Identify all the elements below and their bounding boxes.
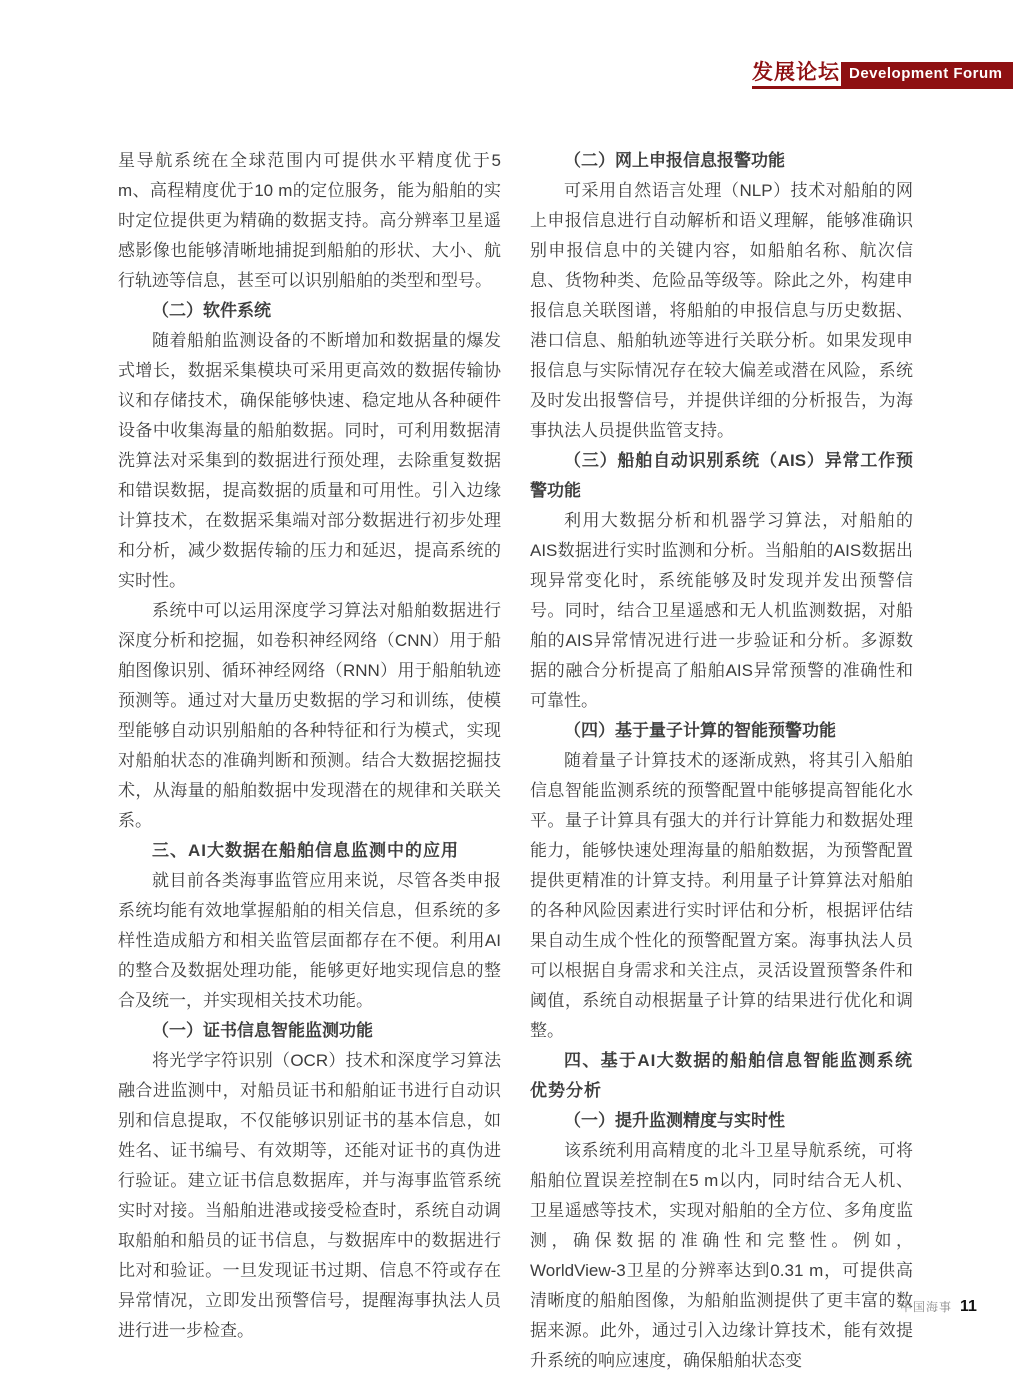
paragraph-nlp-declaration: 可采用自然语言处理（NLP）技术对船舶的网上申报信息进行自动解析和语义理解，能够准确识别申报信息中的关键内容，如船舶名称、航次信息、货物种类、危险品等级等。除此之外，构建申报信息关联图谱，将船舶的申报信息与历史数据、港口信息、船舶轨迹等进行关联分析。如果发现申报信息与实际情况存在较大偏差或潜在风险，系统及时发出报警信号，并提供详细的分析报告，为海事执法人员提供监管支持。 xyxy=(530,181,913,440)
paragraph-continuation: 星导航系统在全球范围内可提供水平精度优于5 m、高程精度优于10 m的定位服务，能为船舶的实时定位提供更为精确的数据支持。高分辨率卫星遥感影像也能够清晰地捕捉到船舶的形状、大小、航行轨迹等信息，甚至可以识别船舶的类型和型号。 xyxy=(118,151,501,290)
paragraph-quantum-computing: 随着量子计算技术的逐渐成熟，将其引入船舶信息智能监测系统的预警配置中能够提高智能化水平。量子计算具有强大的并行计算能力和数据处理能力，能够快速处理海量的船舶数据，为预警配置提供更精准的计算支持。利用量子计算算法对船舶的各种风险因素进行实时评估和分析，根据评估结果自动生成个性化的预警配置方案。海事执法人员可以根据自身需求和关注点，灵活设置预警条件和阈值，系统自动根据量子计算的结果进行优化和调整。 xyxy=(530,751,913,1040)
paragraph-ais-monitoring: 利用大数据分析和机器学习算法，对船舶的AIS数据进行实时监测和分析。当船舶的AIS数据出现异常变化时，系统能够及时发现并发出预警信号。同时，结合卫星遥感和无人机监测数据，对船舶的AIS异常情况进行进一步验证和分析。多源数据的融合分析提高了船舶AIS异常预警的准确性和可靠性。 xyxy=(530,511,913,710)
paragraph-supervision-apps: 就目前各类海事监管应用来说，尽管各类申报系统均能有效地掌握船舶的相关信息，但系统的多样性造成船方和相关监管层面都存在不便。利用AI的整合及数据处理功能，能够更好地实现信息的整合及统一，并实现相关技术功能。 xyxy=(118,871,501,1010)
subheading-certificate-monitoring: （一）证书信息智能监测功能 xyxy=(152,1021,373,1040)
paragraph-ocr-certificates: 将光学字符识别（OCR）技术和深度学习算法融合进监测中，对船员证书和船舶证书进行自动识别和信息提取，不仅能够识别证书的基本信息，如姓名、证书编号、有效期等，还能对证书的真伪进行验证。建立证书信息数据库，并与海事监管系统实时对接。当船舶进港或接受检查时，系统自动调取船舶和船员的证书信息，与数据库中的数据进行比对和验证。一旦发现证书过期、信息不符或存在异常情况，立即发出预警信号，提醒海事执法人员进行进一步检查。 xyxy=(118,1051,501,1340)
right-column xyxy=(530,146,913,1375)
page-footer xyxy=(900,1298,977,1316)
subheading-ais-anomaly-warning: （三）船舶自动识别系统（AIS）异常工作预警功能 xyxy=(530,451,913,500)
section-heading-4: 四、基于AI大数据的船舶信息智能监测系统优势分析 xyxy=(530,1051,913,1100)
page-number: 11 xyxy=(960,1298,977,1315)
subheading-software-system: （二）软件系统 xyxy=(152,301,271,320)
section-heading-3: 三、AI大数据在船舶信息监测中的应用 xyxy=(152,841,459,860)
paragraph-deep-learning: 系统中可以运用深度学习算法对船舶数据进行深度分析和挖掘，如卷积神经网络（CNN）用于船舶图像识别、循环神经网络（RNN）用于船舶轨迹预测等。通过对大量历史数据的学习和训练，使模型能够自动识别船舶的各种特征和行为模式，实现对船舶状态的准确判断和预测。结合大数据挖掘技术，从海量的船舶数据中发现潜在的规律和关联关系。 xyxy=(118,601,501,830)
subheading-quantum-warning: （四）基于量子计算的智能预警功能 xyxy=(564,721,836,740)
header-band xyxy=(752,62,1013,89)
paragraph-beidou-precision: 该系统利用高精度的北斗卫星导航系统，可将船舶位置误差控制在5 m以内，同时结合无人机、卫星遥感等技术，实现对船舶的全方位、多角度监测，确保数据的准确性和完整性。例如，WorldView-3卫星的分辨率达到0.31 m，可提供高清晰度的船舶图像，为船舶监测提供了更丰富的数据来源。此外，通过引入边缘计算技术，能有效提升系统的响应速度，确保船舶状态变 xyxy=(530,1141,913,1370)
paragraph-data-collection: 随着船舶监测设备的不断增加和数据量的爆发式增长，数据采集模块可采用更高效的数据传输协议和存储技术，确保能够快速、稳定地从各种硬件设备中收集海量的船舶数据。同时，可利用数据清洗算法对采集到的数据进行预处理，去除重复数据和错误数据，提高数据的质量和可用性。引入边缘计算技术，在数据采集端对部分数据进行初步处理和分析，减少数据传输的压力和延迟，提高系统的实时性。 xyxy=(118,331,501,590)
left-column xyxy=(118,146,501,1346)
forum-label-en: Development Forum xyxy=(841,62,1013,86)
subheading-precision-realtime: （一）提升监测精度与实时性 xyxy=(564,1111,785,1130)
journal-name: 中国海事 xyxy=(900,1300,953,1314)
subheading-online-declaration-alarm: （二）网上申报信息报警功能 xyxy=(564,151,785,170)
forum-label-cn: 发展论坛 xyxy=(752,61,840,84)
